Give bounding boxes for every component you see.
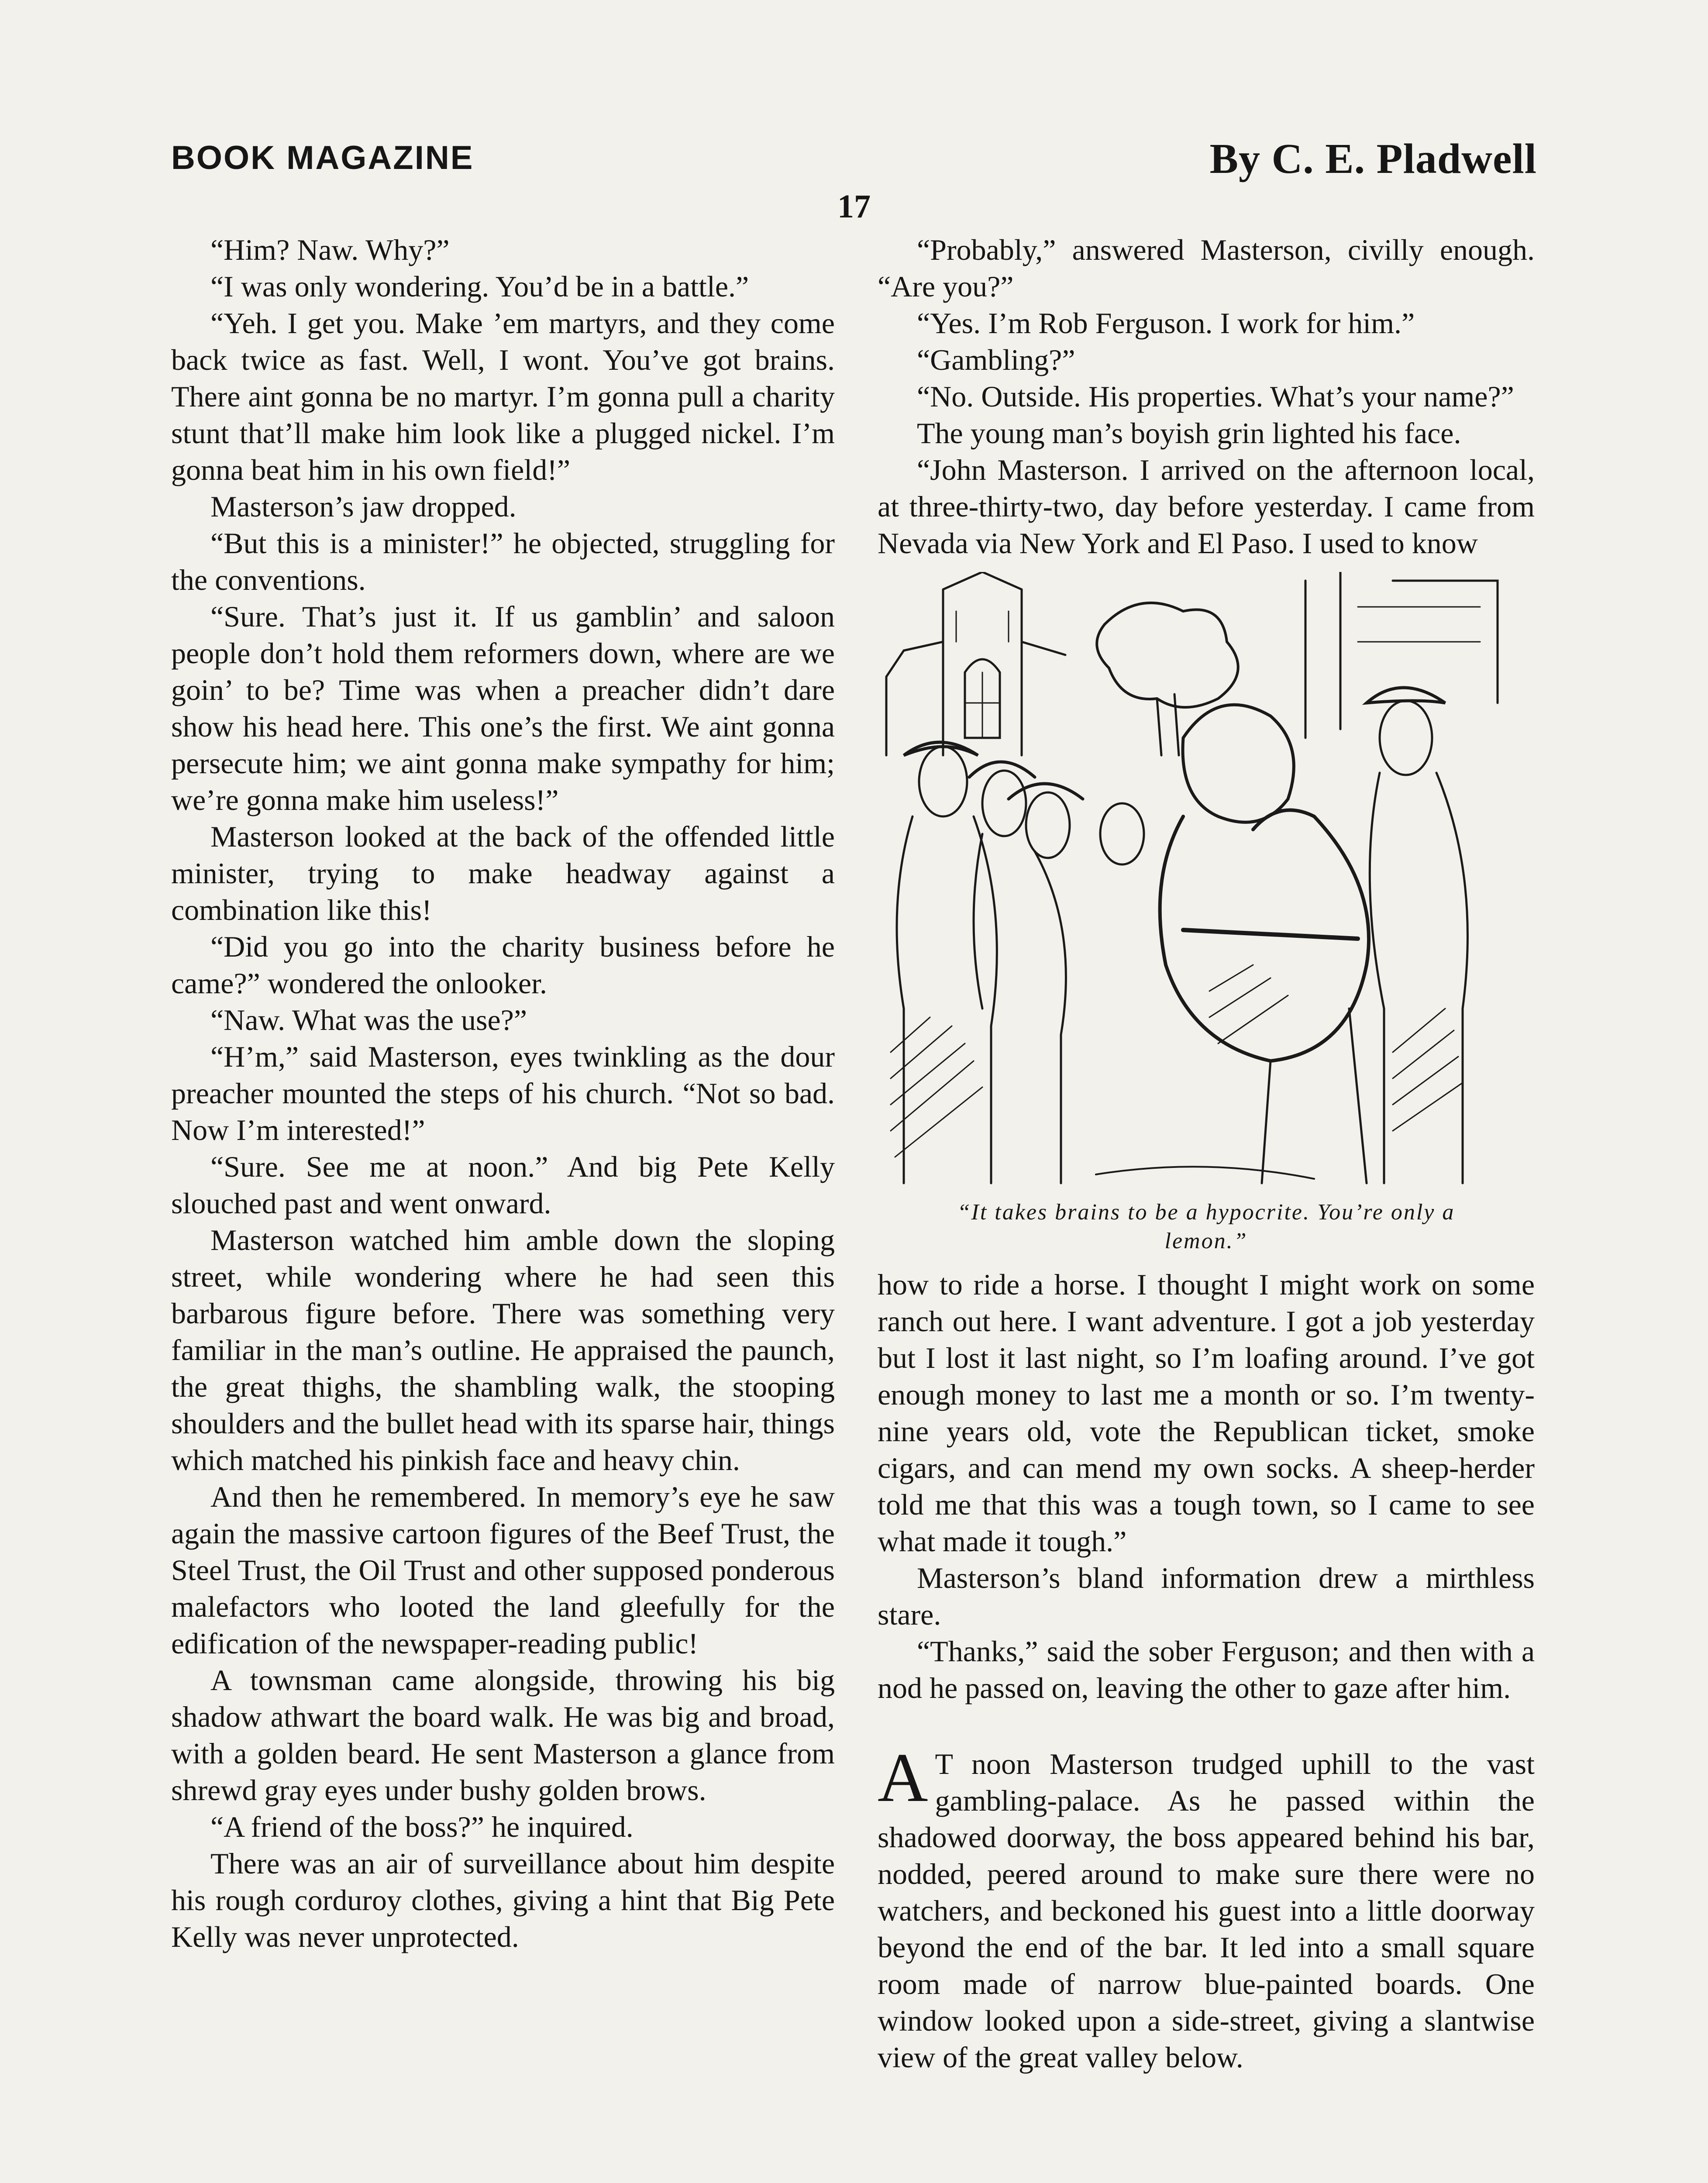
paragraph: “Probably,” answered Masterson, civilly enough. “Are you?”: [878, 233, 1535, 303]
paragraph: Masterson’s bland information drew a mirthless stare.: [878, 1561, 1535, 1631]
paragraph: There was an air of surveillance about him despite his rough corduroy clothes, giving a hint that Big Pete Kelly was never unprotected.: [171, 1847, 835, 1953]
paragraph: Masterson’s jaw dropped.: [210, 490, 517, 523]
pen-and-ink-illustration: [878, 572, 1535, 1192]
left-column: [171, 231, 835, 1955]
paragraph: “Thanks,” said the sober Ferguson; and then with a nod he passed on, leaving the other to gaze after him.: [878, 1635, 1535, 1704]
section-opening-paragraph: [878, 1739, 1535, 2076]
paragraph: “Yeh. I get you. Make ’em martyrs, and they come back twice as fast. Well, I wont. You’ve got brains. There aint gonna be no martyr. I’m gonna pull a charity stunt that’ll make him look like a plugged nickel. I’m gonna beat him in his own field!”: [171, 306, 835, 486]
paragraph: how to ride a horse. I thought I might work on some ranch out here. I want adventure. I got a job yesterday but I lost it last night, so I’m loafing around. I’ve got enough money to last me a month or so. I’m twenty-nine years old, vote the Republican ticket, smoke cigars, and can mend my own socks. A sheep-herder told me that this was a tough town, so I came to see what made it tough.”: [878, 1268, 1535, 1558]
publication-title: BOOK MAGAZINE: [171, 139, 474, 176]
paragraph: “Yes. I’m Rob Ferguson. I work for him.”: [917, 306, 1415, 340]
author-byline: By C. E. Pladwell: [1209, 135, 1537, 182]
paragraph: Masterson watched him amble down the sloping street, while wondering where he had seen this barbarous figure before. There was something very familiar in the man’s outline. He appraised the paunch, the great thighs, the shambling walk, the stooping shoulders and the bullet head with its sparse hair, things which matched his pinkish face and heavy chin.: [171, 1223, 835, 1477]
paragraph: “Him? Naw. Why?”: [210, 233, 450, 266]
paragraph: “Sure. See me at noon.” And big Pete Kelly slouched past and went onward.: [171, 1150, 835, 1220]
paragraph: Masterson looked at the back of the offended little minister, trying to make headway against a combination like this!: [171, 820, 835, 926]
page-number: 17: [837, 188, 871, 225]
paragraph: The young man’s boyish grin lighted his face.: [917, 417, 1461, 450]
illustration-figure: [878, 572, 1535, 1256]
section-break: [878, 1706, 1535, 1746]
paragraph: “I was only wondering. You’d be in a battle.”: [210, 270, 749, 303]
paragraph: “A friend of the boss?” he inquired.: [210, 1810, 634, 1843]
paragraph: “Gambling?”: [917, 343, 1075, 376]
paragraph: “Sure. That’s just it. If us gamblin’ and saloon people don’t hold them reformers down, where are we goin’ to be? Time was when a preacher didn’t dare show his head here. This one’s the first. We aint gonna persecute him; we aint gonna make sympathy for him; we’re gonna make him useless!”: [171, 600, 835, 816]
drop-cap: A: [878, 1739, 928, 1816]
paragraph: “But this is a minister!” he objected, struggling for the conventions.: [171, 527, 835, 596]
section-text: T noon Masterson trudged uphill to the vast gambling-palace. As he passed within the shadowed doorway, the boss appeared behind his bar, nodded, peered around to make sure there were no watchers, and beckoned his guest into a little doorway beyond the end of the bar. It led into a small square room made of narrow blue-painted boards. One window looked upon a side-street, giving a slantwise view of the great valley below.: [878, 1747, 1535, 2074]
paragraph: “John Masterson. I arrived on the afternoon local, at three-thirty-two, day before yesterday. I came from Nevada via New York and El Paso. I used to know: [878, 453, 1535, 560]
illustration-caption: “It takes brains to be a hypocrite. You’re only a lemon.”: [957, 1200, 1455, 1253]
right-column: [878, 231, 1535, 2076]
paragraph: And then he remembered. In memory’s eye he saw again the massive cartoon figures of the Beef Trust, the Steel Trust, the Oil Trust and other supposed ponderous malefactors who looted the land gleefully for the edification of the newspaper-reading public!: [171, 1480, 835, 1660]
paragraph: “H’m,” said Masterson, eyes twinkling as the dour preacher mounted the steps of his church. “Not so bad. Now I’m interested!”: [171, 1040, 835, 1147]
paragraph: “No. Outside. His properties. What’s your name?”: [917, 380, 1514, 413]
paragraph: A townsman came alongside, throwing his big shadow athwart the board walk. He was big and broad, with a golden beard. He sent Masterson a glance from shrewd gray eyes under bushy golden brows.: [171, 1663, 835, 1807]
running-head: [171, 135, 1537, 187]
paragraph: “Naw. What was the use?”: [210, 1003, 527, 1036]
paragraph: “Did you go into the charity business before he came?” wondered the onlooker.: [171, 930, 835, 1000]
